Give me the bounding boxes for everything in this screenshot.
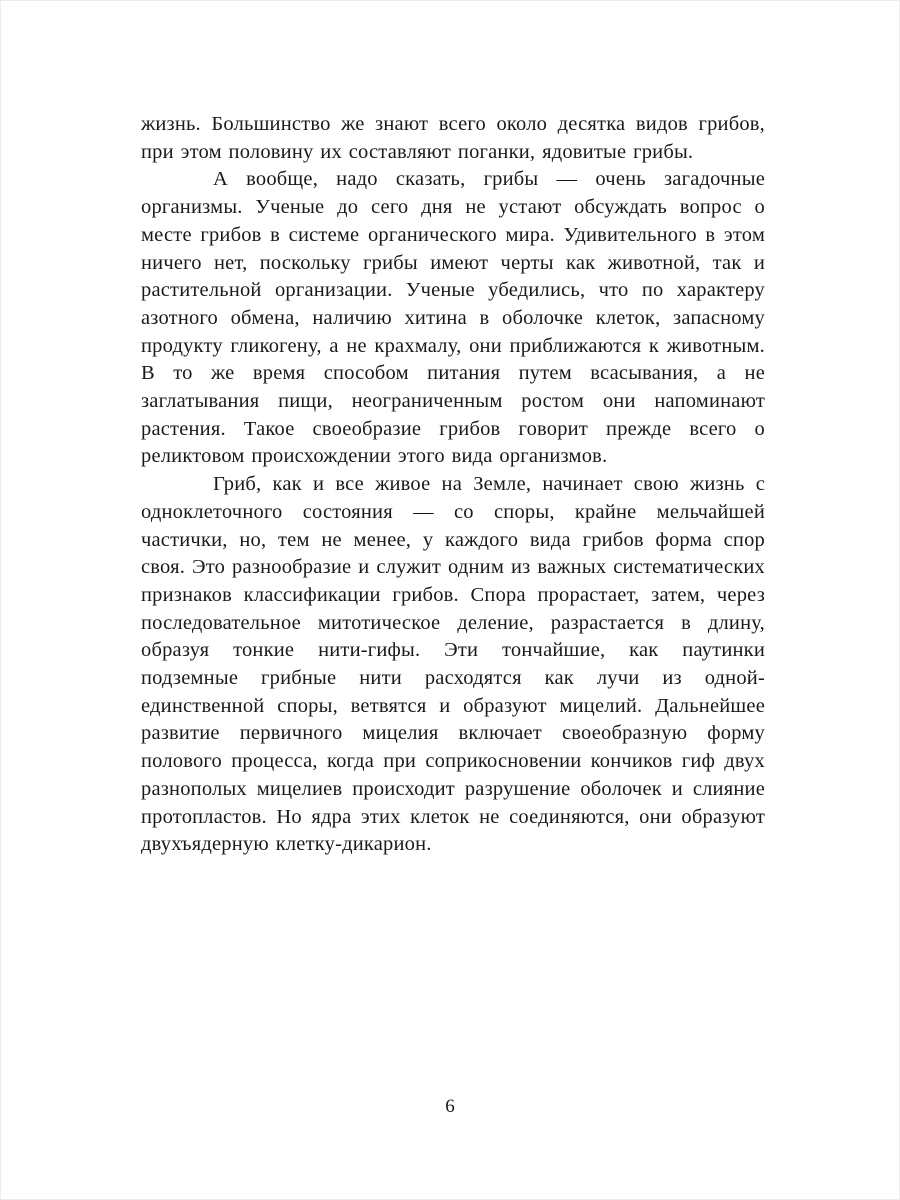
paragraph: Гриб, как и все живое на Земле, начинает свою жизнь с одноклеточного состояния — со споры, крайне мельчайшей частички, но, тем не менее, у каждого вида грибов форма спор своя. Это разнообразие и служит одним из важных систематических признаков классификации грибов. Спора прорастает, затем, через последовательное митотическое деление, разрастается в длину, образуя тонкие нити-гифы. Эти тончайшие, как паутинки подземные грибные нити расходятся как лучи из одной-единственной споры, ветвятся и образуют мицелий. Дальнейшее развитие первичного мицелия включает своеобразную форму полового процесса, когда при соприкосновении кончиков гиф двух разнополых мицелиев происходит разрушение оболочек и слияние протопластов. Но ядра этих клеток не соединяются, они образуют двухъядерную клетку-дикарион. xyxy=(141,473,765,856)
paragraph: жизнь. Большинство же знают всего около десятка видов грибов, при этом половину их составляют поганки, ядовитые грибы. xyxy=(141,113,765,163)
paragraph: А вообще, надо сказать, грибы — очень загадочные организмы. Ученые до сего дня не устают обсуждать вопрос о месте грибов в системе органического мира. Удивительного в этом ничего нет, поскольку грибы имеют черты как животной, так и растительной организации. Ученые убедились, что по характеру азотного обмена, наличию хитина в оболочке клеток, запасному продукту гликогену, а не крахмалу, они приближаются к животным. В то же время способом питания путем всасывания, а не заглатывания пищи, неограниченным ростом они напоминают растения. Такое своеобразие грибов говорит прежде всего о реликтовом происхождении этого вида организмов. xyxy=(141,168,765,468)
page-text-block xyxy=(141,111,765,859)
page-number: 6 xyxy=(445,1096,455,1117)
